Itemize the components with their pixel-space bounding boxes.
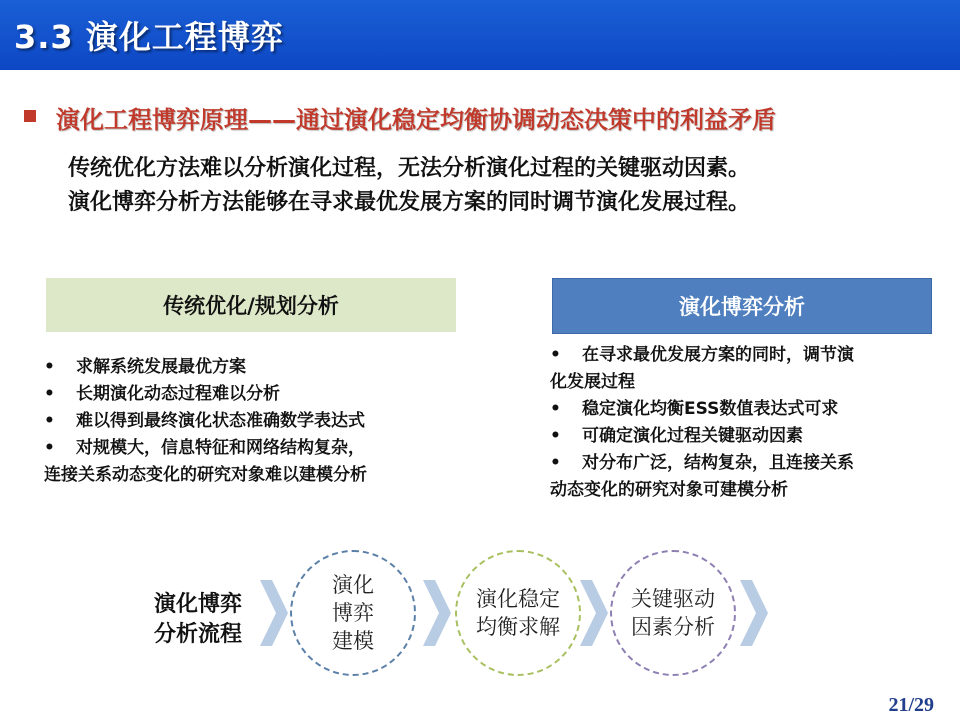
square-bullet-icon xyxy=(24,110,36,122)
chevron-right-icon xyxy=(421,578,453,648)
list-item: • 求解系统发展最优方案 xyxy=(44,354,464,381)
chevron-right-icon xyxy=(578,578,610,648)
list-item-continuation: 化发展过程 xyxy=(550,372,635,392)
list-item-continuation: 连接关系动态变化的研究对象难以建模分析 xyxy=(44,465,367,485)
page-number: 21/29 xyxy=(888,694,934,716)
list-item: • 对分布广泛，结构复杂，且连接关系 xyxy=(550,450,934,477)
bullet-dot: • xyxy=(550,453,561,473)
intro-line-1: 传统优化方法难以分析演化过程，无法分析演化过程的关键驱动因素。 xyxy=(68,156,751,181)
traditional-analysis-list xyxy=(44,354,464,489)
bullet-dot: • xyxy=(550,426,561,446)
traditional-analysis-heading: 传统优化/规划分析 xyxy=(46,278,456,332)
bullet-dot: • xyxy=(44,411,55,431)
header-bar xyxy=(0,0,960,70)
list-item-continuation: 动态变化的研究对象可建模分析 xyxy=(550,480,788,500)
bullet-dot: • xyxy=(44,384,55,404)
list-item: • 长期演化动态过程难以分析 xyxy=(44,381,464,408)
bullet-dot: • xyxy=(550,399,561,419)
intro-line-2: 演化博弈分析方法能够在寻求最优发展方案的同时调节演化发展过程。 xyxy=(68,190,751,215)
flow-label: 演化博弈 分析流程 xyxy=(154,592,243,647)
bullet-dot: • xyxy=(550,345,561,365)
evolutionary-game-list xyxy=(550,342,934,504)
bullet-dot: • xyxy=(44,438,55,458)
section-subtitle: 演化工程博弈原理——通过演化稳定均衡协调动态决策中的利益矛盾 xyxy=(56,106,776,134)
flow-step-ess-solving: 演化稳定 均衡求解 xyxy=(455,550,581,676)
list-item: • 在寻求最优发展方案的同时，调节演 xyxy=(550,342,934,369)
list-item: • 难以得到最终演化状态准确数学表达式 xyxy=(44,408,464,435)
chevron-right-icon xyxy=(258,578,290,648)
chevron-right-icon xyxy=(738,578,770,648)
evolutionary-game-heading: 演化博弈分析 xyxy=(552,278,932,334)
intro-text xyxy=(68,152,948,220)
page-title: 3.3 演化工程博弈 xyxy=(14,18,284,56)
flow-step-driver-analysis: 关键驱动 因素分析 xyxy=(610,550,736,676)
bullet-dot: • xyxy=(44,357,55,377)
list-item: • 稳定演化均衡ESS数值表达式可求 xyxy=(550,396,934,423)
list-item: • 对规模大，信息特征和网络结构复杂， xyxy=(44,435,464,462)
list-item: • 可确定演化过程关键驱动因素 xyxy=(550,423,934,450)
flow-step-modeling: 演化 博弈 建模 xyxy=(290,550,416,676)
